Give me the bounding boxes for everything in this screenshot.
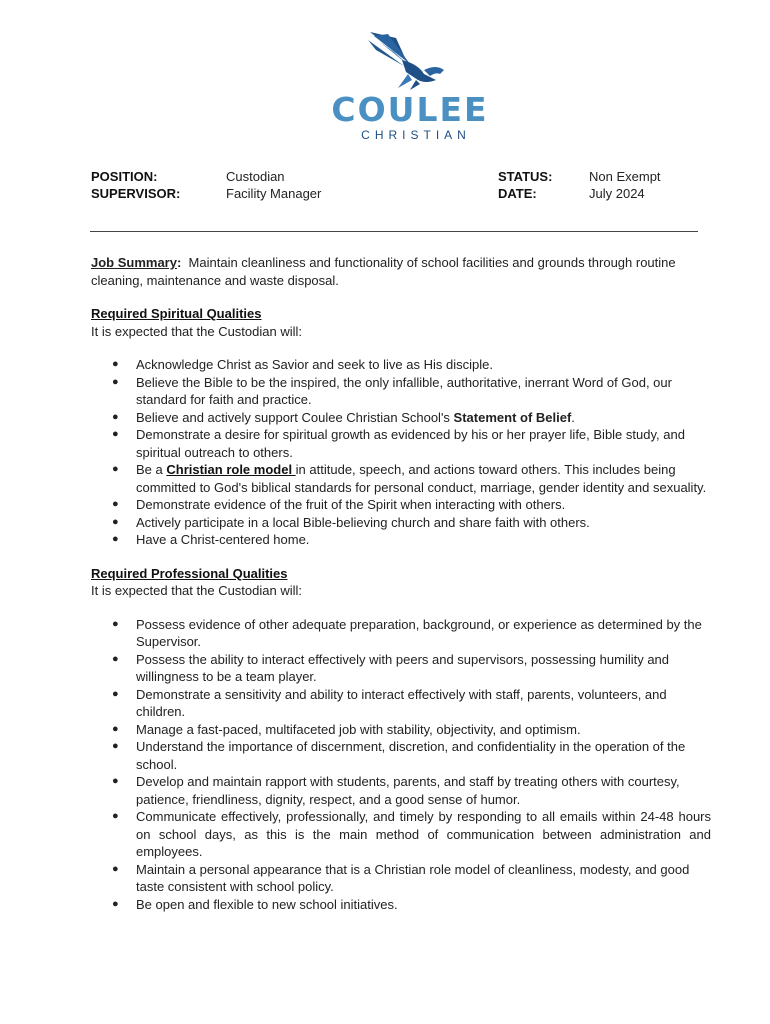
list-item: ● Possess the ability to interact effectively with peers and supervisors, possessing humility and willingness to be a team player. [112, 651, 670, 684]
bullet-icon: ● [112, 652, 119, 665]
position-value: Custodian [226, 169, 285, 184]
spiritual-heading: Required Spiritual Qualities [91, 306, 262, 321]
list-item: ● Be open and flexible to new school initiatives. [112, 896, 398, 912]
bullet-icon: ● [112, 687, 119, 700]
spiritual-list [91, 356, 711, 549]
professional-list [91, 616, 711, 914]
date-value: July 2024 [589, 186, 645, 201]
job-summary-label: Job Summary [91, 255, 177, 270]
list-item: ● Demonstrate a desire for spiritual growth as evidenced by his or her prayer life, Bible study, and spiritual outreach to others. [112, 427, 685, 460]
list-item: ● Manage a fast-paced, multifaceted job with stability, objectivity, and optimism. [112, 721, 581, 737]
bullet-icon: ● [112, 515, 119, 528]
bullet-icon: ● [112, 375, 119, 388]
list-item: ● Possess evidence of other adequate preparation, background, or experience as determined by the Supervisor. [112, 616, 702, 649]
date-label: DATE: [498, 186, 537, 201]
bullet-icon: ● [112, 410, 119, 423]
header-divider [90, 231, 698, 232]
bullet-icon: ● [112, 810, 119, 822]
coulee-christian-logo [330, 30, 490, 142]
bullet-icon: ● [112, 617, 119, 630]
list-item: ● Be a Christian role model in attitude, speech, and actions toward others. This includes being committed to God's biblical standards for personal conduct, marriage, gender identity and sexuality. [112, 462, 707, 495]
list-item: ● Have a Christ-centered home. [112, 532, 310, 547]
statement-of-belief: Statement of Belief [453, 409, 572, 425]
list-item: ● Develop and maintain rapport with students, parents, and staff by treating others with courtesy, patience, friendliness, dignity, respect, and a good sense of humor. [112, 774, 680, 807]
bullet-icon: ● [112, 533, 119, 545]
bullet-icon: ● [112, 498, 119, 510]
bullet-icon: ● [112, 862, 119, 875]
logo-subword: CHRISTIAN [361, 128, 471, 142]
supervisor-value: Facility Manager [226, 186, 322, 201]
bullet-icon: ● [112, 775, 119, 787]
bullet-icon: ● [112, 463, 119, 475]
bullet-icon: ● [112, 722, 119, 735]
list-item: ● Demonstrate a sensitivity and ability to interact effectively with staff, parents, volunteers, and children. [112, 686, 667, 719]
logo-wordmark: COULEE [331, 90, 489, 129]
list-item: ● Believe and actively support Coulee Christian School's Statement of Belief. [112, 409, 575, 425]
bullet-icon: ● [112, 428, 119, 440]
list-item: ● Actively participate in a local Bible-believing church and share faith with others. [112, 514, 590, 530]
job-summary-text: Maintain cleanliness and functionality of school facilities and grounds through routine cleaning, maintenance and waste disposal. [91, 255, 680, 288]
christian-role-model-link[interactable]: Christian role model [166, 462, 296, 477]
eagle-icon [366, 30, 450, 92]
list-item: ● Acknowledge Christ as Savior and seek to live as His disciple. [112, 357, 493, 372]
list-item: ● Maintain a personal appearance that is a Christian role model of cleanliness, modesty, and good taste consistent with school policy. [112, 861, 690, 894]
job-summary [91, 254, 711, 289]
bullet-icon: ● [112, 897, 119, 910]
professional-intro: It is expected that the Custodian will: [91, 583, 303, 598]
bullet-icon: ● [112, 358, 119, 370]
list-item: ● Communicate effectively, professionally, and timely by responding to all emails within 24-48 hours on school days, as this is the main method of communication between administration and employees. [112, 809, 711, 859]
position-label: POSITION: [91, 169, 158, 184]
status-label: STATUS: [498, 169, 553, 184]
supervisor-label: SUPERVISOR: [91, 186, 181, 201]
list-item: ● Demonstrate evidence of the fruit of the Spirit when interacting with others. [112, 497, 566, 512]
list-item: ● Understand the importance of discernment, discretion, and confidentiality in the operation of the school. [112, 739, 686, 772]
bullet-icon: ● [112, 740, 119, 752]
document-body [91, 254, 711, 929]
job-summary-colon: : [176, 255, 182, 270]
status-value: Non Exempt [589, 169, 661, 184]
list-item: ● Believe the Bible to be the inspired, the only infallible, authoritative, inerrant Word of God, our standard for faith and practice. [112, 374, 672, 407]
professional-heading: Required Professional Qualities [91, 565, 288, 581]
spiritual-intro: It is expected that the Custodian will: [91, 323, 303, 339]
